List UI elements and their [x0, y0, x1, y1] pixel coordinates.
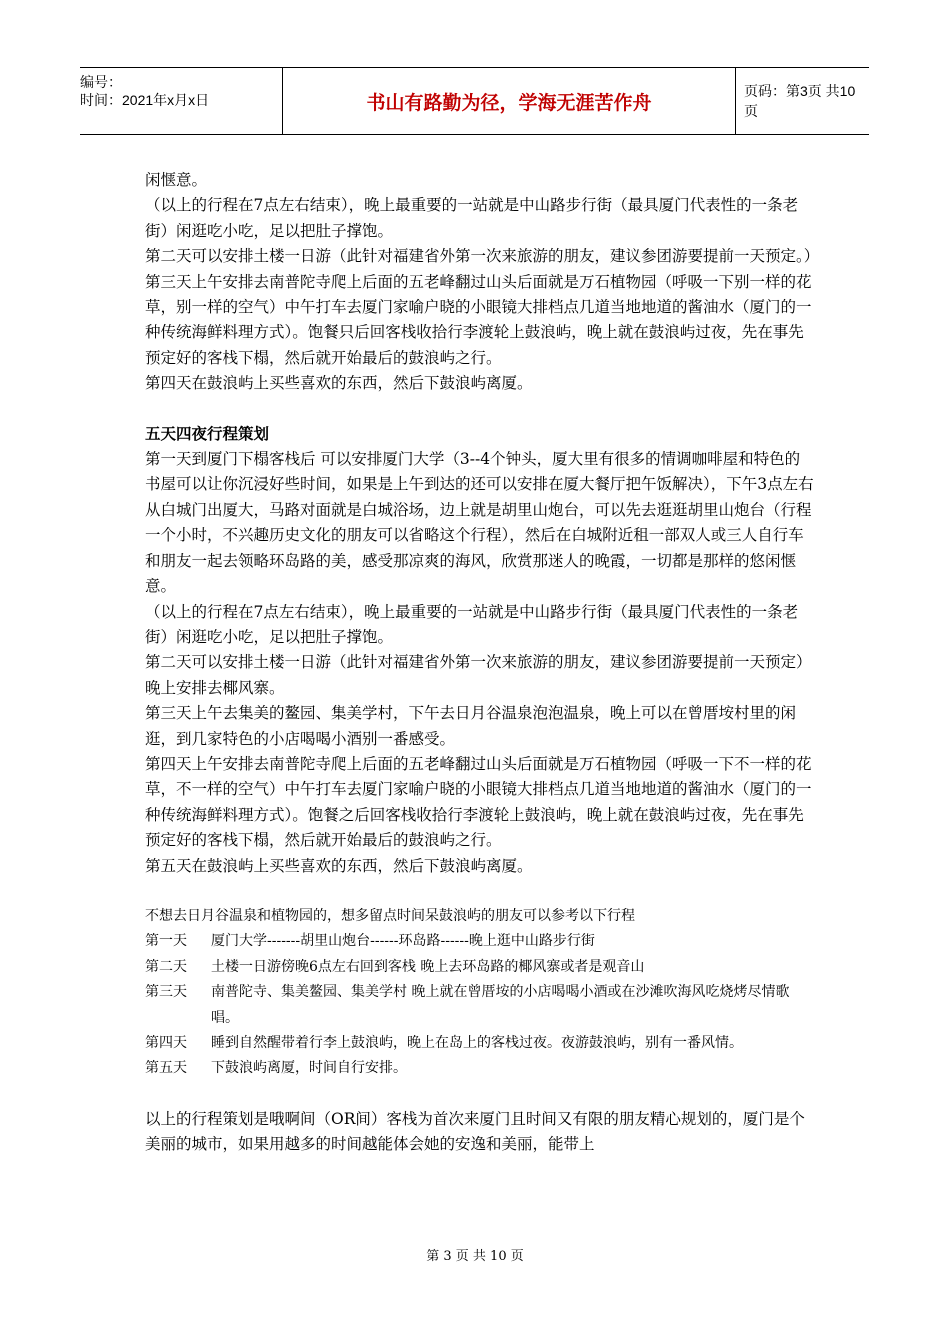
- page-header: [80, 67, 869, 135]
- itinerary-row: [145, 929, 815, 954]
- closing-paragraph: 以上的行程策划是哦啊间（OR间）客栈为首次来厦门且时间又有限的朋友精心规划的，厦门是个美丽的城市，如果用越多的时间越能体会她的安逸和美丽，能带上: [145, 1109, 805, 1154]
- itinerary-text: 南普陀寺、集美鳌园、集美学村 晚上就在曾厝垵的小店喝喝小酒或在沙滩吹海风吃烧烤尽情歌唱。: [211, 984, 790, 1026]
- itinerary-text: 厦门大学-------胡里山炮台------环岛路------晚上逛中山路步行街: [211, 933, 595, 950]
- page-footer: 第 3 页 共 10 页: [426, 1249, 524, 1264]
- paragraph: 第四天在鼓浪屿上买些喜欢的东西，然后下鼓浪屿离厦。: [145, 374, 533, 393]
- itinerary-day: 第五天: [145, 1060, 187, 1077]
- paragraph: 第一天到厦门下榻客栈后 可以安排厦门大学（3--4个钟头，厦大里有很多的情调咖啡屋和特色的书屋可以让你沉浸好些时间，如果是上午到达的还可以安排在厦大餐厅把午饭解决），下午3点左右从白城门出厦大，马路对面就是白城浴场，边上就是胡里山炮台，可以先去逛逛胡里山炮台（行程一个小时，不兴趣历史文化的朋友可以省略这个行程），然后在白城附近租一部双人或三人自行车和朋友一起去领略环岛路的美，感受那凉爽的海风，欣赏那迷人的晚霞，一切都是那样的悠闲惬意。: [145, 450, 814, 596]
- time-label: 时间：2021年x月x日: [80, 92, 210, 108]
- itinerary-row: [145, 955, 815, 980]
- itinerary-day: 第三天: [145, 984, 187, 1001]
- header-page-info: 页码：第3页 共10页: [744, 83, 856, 119]
- itinerary-row: [145, 980, 815, 1031]
- paragraph: 第二天可以安排土楼一日游（此针对福建省外第一次来旅游的朋友，建议参团游要提前一天预定）晚上安排去椰风寨。: [145, 653, 812, 697]
- document-body: [145, 168, 820, 1158]
- paragraph: 第三天上午去集美的鳌园、集美学村，下午去日月谷温泉泡泡温泉，晚上可以在曾厝垵村里的闲逛，到几家特色的小店喝喝小酒别一番感受。: [145, 704, 797, 748]
- itinerary-day: 第四天: [145, 1035, 187, 1051]
- itinerary-row: [145, 1031, 815, 1056]
- section-heading: 五天四夜行程策划: [145, 424, 270, 443]
- header-meta: [80, 68, 283, 134]
- paragraph: （以上的行程在7点左右结束），晚上最重要的一站就是中山路步行街（最具厦门代表性的一条老街）闲逛吃小吃，足以把肚子撑饱。: [145, 196, 799, 240]
- number-label: 编号：: [80, 74, 122, 90]
- paragraph: 闲惬意。: [145, 171, 208, 189]
- itinerary-day: 第二天: [145, 958, 187, 975]
- paragraph: （以上的行程在7点左右结束），晚上最重要的一站就是中山路步行街（最具厦门代表性的一条老街）闲逛吃小吃，足以把肚子撑饱。: [145, 602, 799, 646]
- itinerary-row: [145, 1056, 815, 1081]
- itinerary-text: 下鼓浪屿离厦，时间自行安排。: [211, 1060, 407, 1077]
- paragraph: 第四天上午安排去南普陀寺爬上后面的五老峰翻过山头后面就是万石植物园（呼吸一下不一样的花草，不一样的空气）中午打车去厦门家喻户晓的小眼镜大排档点几道当地地道的酱油水（厦门的一种传统海鲜料理方式）。饱餐之后回客栈收拾行李渡轮上鼓浪屿，晚上就在鼓浪屿过夜，先在事先预定好的客栈下榻，然后就开始最后的鼓浪屿之行。: [145, 754, 812, 850]
- itinerary-text: 土楼一日游傍晚6点左右回到客栈 晚上去环岛路的椰风寨或者是观音山: [211, 958, 645, 975]
- itinerary-day: 第一天: [145, 933, 187, 950]
- itinerary-text: 睡到自然醒带着行李上鼓浪屿，晚上在岛上的客栈过夜。夜游鼓浪屿，别有一番风情。: [211, 1035, 743, 1051]
- paragraph: 第三天上午安排去南普陀寺爬上后面的五老峰翻过山头后面就是万石植物园（呼吸一下别一样的花草，别一样的空气）中午打车去厦门家喻户晓的小眼镜大排档点几道当地地道的酱油水（厦门的一种传统海鲜料理方式）。饱餐只后回客栈收拾行李渡轮上鼓浪屿，晚上就在鼓浪屿过夜，先在事先预定好的客栈下榻，然后就开始最后的鼓浪屿之行。: [145, 272, 812, 367]
- paragraph: 第二天可以安排土楼一日游（此针对福建省外第一次来旅游的朋友，建议参团游要提前一天预定。）: [145, 247, 820, 266]
- paragraph: 第五天在鼓浪屿上买些喜欢的东西，然后下鼓浪屿离厦。: [145, 856, 533, 875]
- alt-intro: 不想去日月谷温泉和植物园的，想多留点时间呆鼓浪屿的朋友可以参考以下行程: [145, 907, 635, 924]
- header-motto: 书山有路勤为径，学海无涯苦作舟: [283, 68, 736, 134]
